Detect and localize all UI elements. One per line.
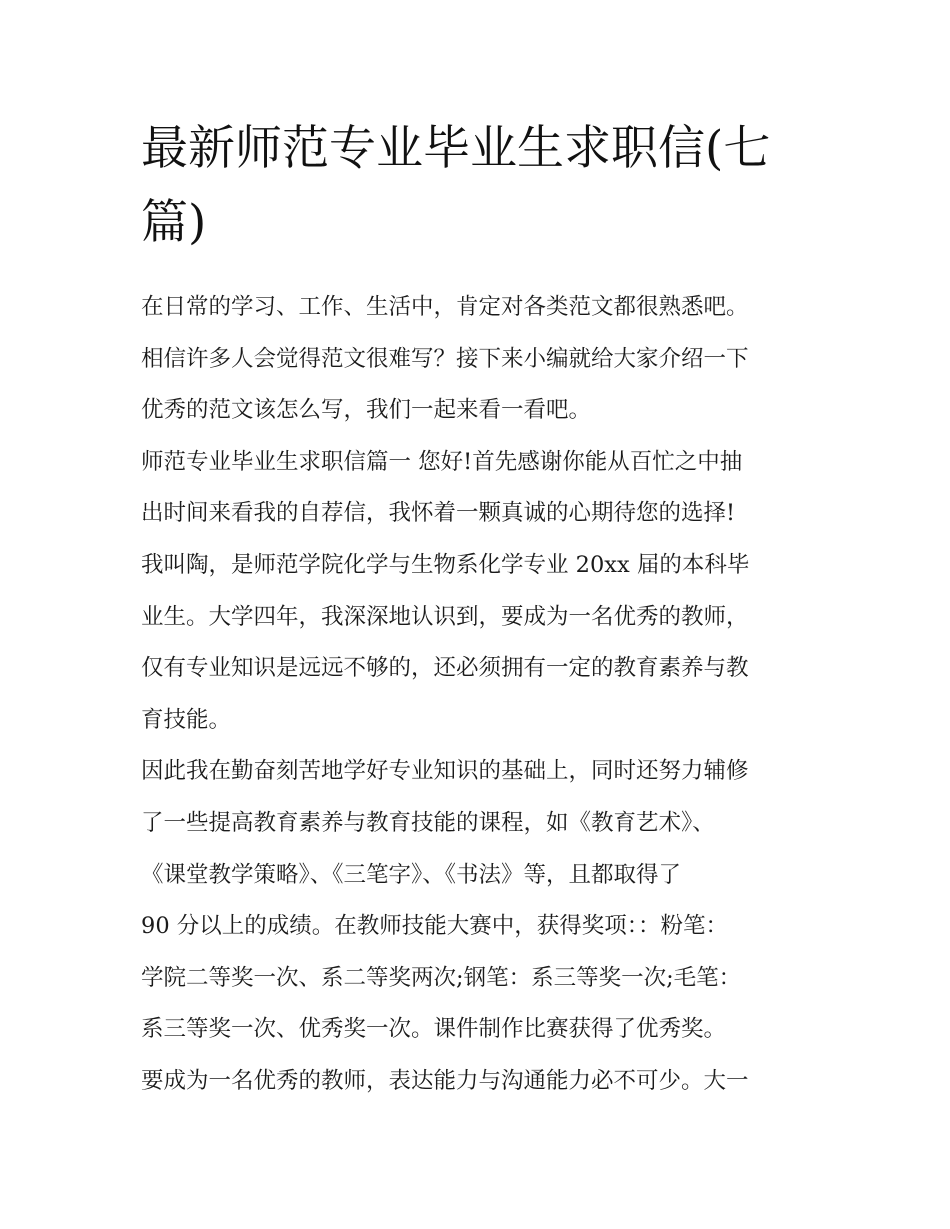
body-line: 出时间来看我的自荐信，我怀着一颗真诚的心期待您的选择! (141, 500, 736, 527)
body-line: 因此我在勤奋刻苦地学好专业知识的基础上，同时还努力辅修 (141, 758, 749, 785)
body-line: 业生。大学四年，我深深地认识到，要成为一名优秀的教师， (141, 603, 749, 630)
body-line: 我叫陶，是师范学院化学与生物系化学专业 20xx 届的本科毕 (141, 551, 750, 578)
body-line: 学院二等奖一次、系二等奖两次;钢笔：系三等奖一次;毛笔： (141, 964, 742, 991)
body-line: 仅有专业知识是远远不够的，还必须拥有一定的教育素养与教 (141, 655, 749, 682)
body-line: 90 分以上的成绩。在教师技能大赛中，获得奖项：：粉笔： (141, 913, 729, 940)
document-content (141, 112, 821, 1108)
document-title (141, 112, 821, 260)
title-line: 最新师范专业毕业生求职信(七 (141, 121, 771, 176)
body-line: 要成为一名优秀的教师，表达能力与沟通能力必不可少。大一 (141, 1067, 749, 1094)
body-line: 育技能。 (141, 706, 232, 733)
body-line: 在日常的学习、工作、生活中，肯定对各类范文都很熟悉吧。 (141, 294, 749, 320)
body-line: 《课堂教学策略》、《三笔字》、《书法》等，且都取得了 (141, 861, 682, 888)
document-body (141, 282, 821, 1108)
body-line: 系三等奖一次、优秀奖一次。课件制作比赛获得了优秀奖。 (141, 1016, 727, 1043)
body-line: 优秀的范文该怎么写，我们一起来看一看吧。 (141, 397, 592, 424)
body-line: 相信许多人会觉得范文很难写？接下来小编就给大家介绍一下 (141, 345, 749, 372)
body-line: 师范专业毕业生求职信篇一 您好!首先感谢你能从百忙之中抽 (141, 448, 743, 475)
body-line: 了一些提高教育素养与教育技能的课程，如《教育艺术》、 (141, 809, 715, 836)
title-line: 篇) (141, 195, 207, 250)
